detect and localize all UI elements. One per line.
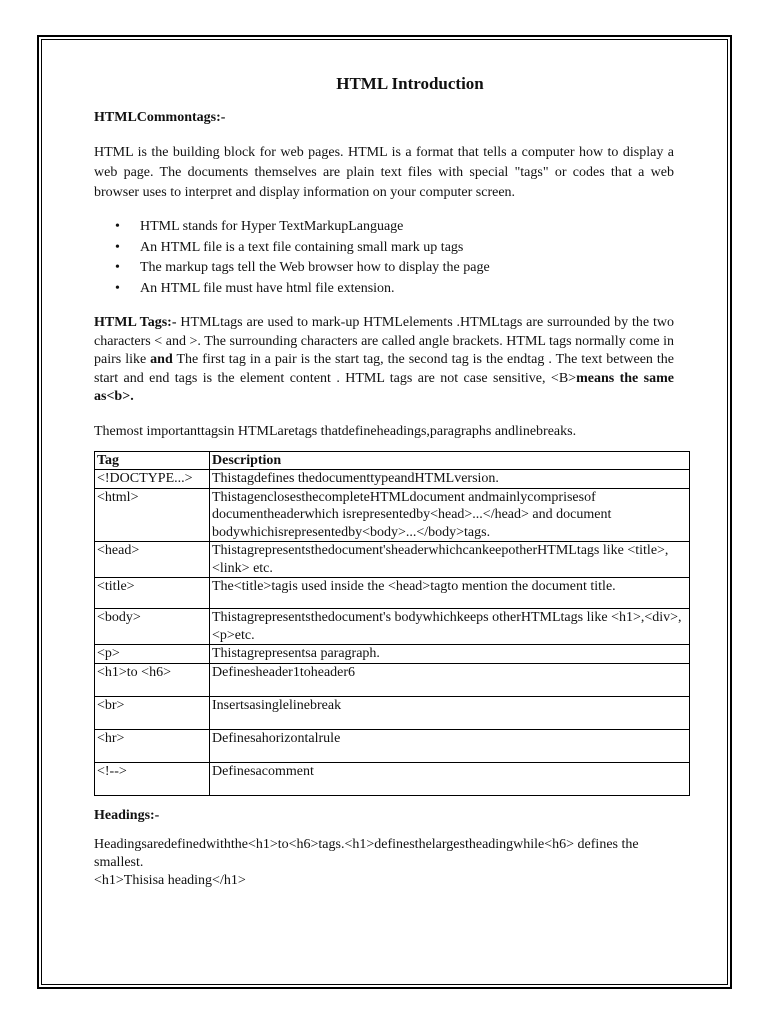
list-item: • An HTML file is a text file containing small mark up tags xyxy=(94,238,674,259)
table-row xyxy=(95,578,690,609)
bullet-icon: • xyxy=(115,219,120,234)
table-row xyxy=(95,696,690,729)
description-cell: ThistagenclosesthecompleteHTMLdocument andmainlycomprisesof documentheaderwhich isrepresentedby<head>...</head> and document bodywhichisrepresentedby<body>...</body>tags. xyxy=(210,488,690,542)
bold-and: and xyxy=(150,352,173,367)
tag-cell: <body> xyxy=(95,609,210,645)
bullet-icon: • xyxy=(115,260,120,275)
description-cell: Thistagrepresentsa paragraph. xyxy=(210,645,690,664)
tags-table xyxy=(94,451,690,796)
headings-heading: Headings:- xyxy=(94,807,160,823)
description-cell: Definesahorizontalrule xyxy=(210,729,690,762)
description-cell: Thistagdefines thedocumenttypeandHTMLversion. xyxy=(210,470,690,489)
feature-list xyxy=(94,217,674,299)
table-header-row xyxy=(95,451,690,470)
table-row xyxy=(95,470,690,489)
html-tags-label: HTML Tags:- xyxy=(94,315,177,330)
list-item: • The markup tags tell the Web browser how to display the page xyxy=(94,258,674,279)
tag-cell: <!--> xyxy=(95,762,210,795)
description-cell: Definesheader1toheader6 xyxy=(210,663,690,696)
table-row xyxy=(95,488,690,542)
tag-cell: <br> xyxy=(95,696,210,729)
table-row xyxy=(95,663,690,696)
description-cell: Insertsasinglelinebreak xyxy=(210,696,690,729)
tag-cell: <!DOCTYPE...> xyxy=(95,470,210,489)
important-tags-line: Themost importanttagsin HTMLaretags thatdefineheadings,paragraphs andlinebreaks. xyxy=(94,423,577,439)
table-row xyxy=(95,729,690,762)
table-row xyxy=(95,542,690,578)
table-row xyxy=(95,609,690,645)
description-cell: Thistagrepresentsthedocument'sheaderwhichcankeepotherHTMLtags like <title>, <link> etc. xyxy=(210,542,690,578)
tag-cell: <hr> xyxy=(95,729,210,762)
list-item: • HTML stands for Hyper TextMarkupLanguage xyxy=(94,217,674,238)
document-title: HTML Introduction xyxy=(336,74,484,93)
tag-cell: <title> xyxy=(95,578,210,609)
description-cell: Thistagrepresentsthedocument's bodywhichkeeps otherHTMLtags like <h1>,<div>, <p>etc. xyxy=(210,609,690,645)
header-description: Description xyxy=(210,451,690,470)
tag-cell: <p> xyxy=(95,645,210,664)
headings-paragraph: Headingsaredefinedwiththe<h1>to<h6>tags.<h1>definesthelargestheadingwhile<h6> defines the smallest. xyxy=(94,836,639,870)
table-row xyxy=(95,645,690,664)
document-content xyxy=(94,72,682,890)
table-row xyxy=(95,762,690,795)
bullet-icon: • xyxy=(115,239,120,255)
tag-cell: <h1>to <h6> xyxy=(95,663,210,696)
common-tags-heading: HTMLCommontags:- xyxy=(94,110,226,125)
bullet-icon: • xyxy=(115,280,120,296)
list-item: • An HTML file must have html file extension. xyxy=(94,279,674,300)
description-cell: The<title>tagis used inside the <head>tagto mention the document title. xyxy=(210,578,690,609)
description-cell: Definesacomment xyxy=(210,762,690,795)
headings-example: <h1>Thisisa heading</h1> xyxy=(94,872,246,888)
tag-cell: <html> xyxy=(95,488,210,542)
tag-cell: <head> xyxy=(95,542,210,578)
bold-same-as: means the same as<b>. xyxy=(94,370,674,404)
header-tag: Tag xyxy=(95,451,210,470)
intro-paragraph: HTML is the building block for web pages. HTML is a format that tells a computer how to display a web page. The documents themselves are plain text files with special "tags" or codes that a web browser uses to interpret and display information on your computer screen. xyxy=(94,145,674,200)
html-tags-paragraph: HTML Tags:- HTMLtags are used to mark-up HTMLelements .HTMLtags are surrounded by the two characters < and >. The surrounding characters are called angle brackets. HTML tags normally come in pairs like and The first tag in a pair is the start tag, the second tag is the endtag . The text between the start and end tags is the element content . HTML tags are not case sensitive, <B>means the same as<b>. xyxy=(94,315,675,404)
